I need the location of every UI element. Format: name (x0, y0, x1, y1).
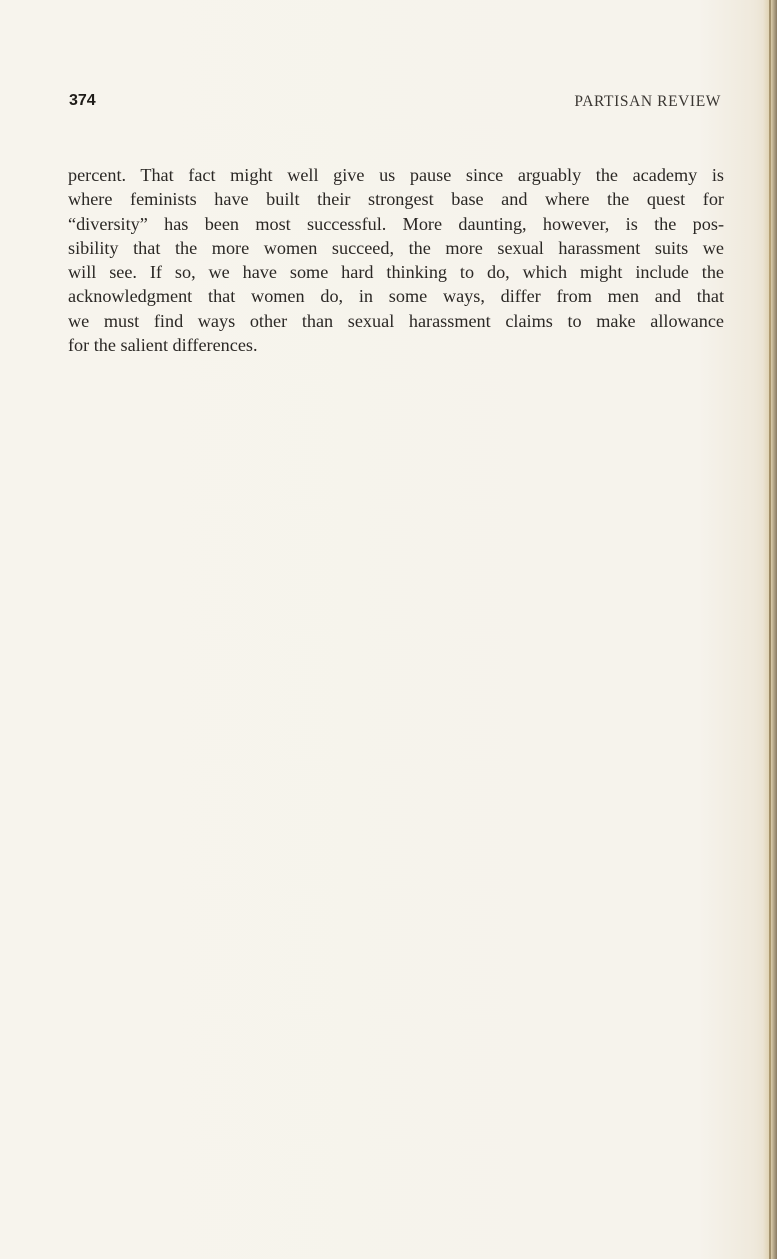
text-line: acknowledgment that women do, in some ways, differ from men and that (68, 286, 724, 307)
text-line: we must find ways other than sexual harassment claims to make allowance (68, 310, 724, 331)
running-head: PARTISAN REVIEW (574, 93, 721, 110)
text-line: percent. That fact might well give us pause since arguably the academy is (68, 165, 724, 185)
body-paragraph (68, 163, 724, 357)
text-line: will see. If so, we have some hard thinking to do, which might include the (68, 262, 724, 283)
text-line: sibility that the more women succeed, the more sexual harassment suits we (68, 237, 724, 258)
text-line: for the salient differences. (68, 335, 258, 356)
text-line: “diversity” has been most successful. More daunting, however, is the pos- (68, 213, 724, 234)
text-line: where feminists have built their strongest base and where the quest for (68, 189, 724, 210)
page-edge-binding (769, 0, 771, 1259)
page-number: 374 (69, 92, 96, 109)
